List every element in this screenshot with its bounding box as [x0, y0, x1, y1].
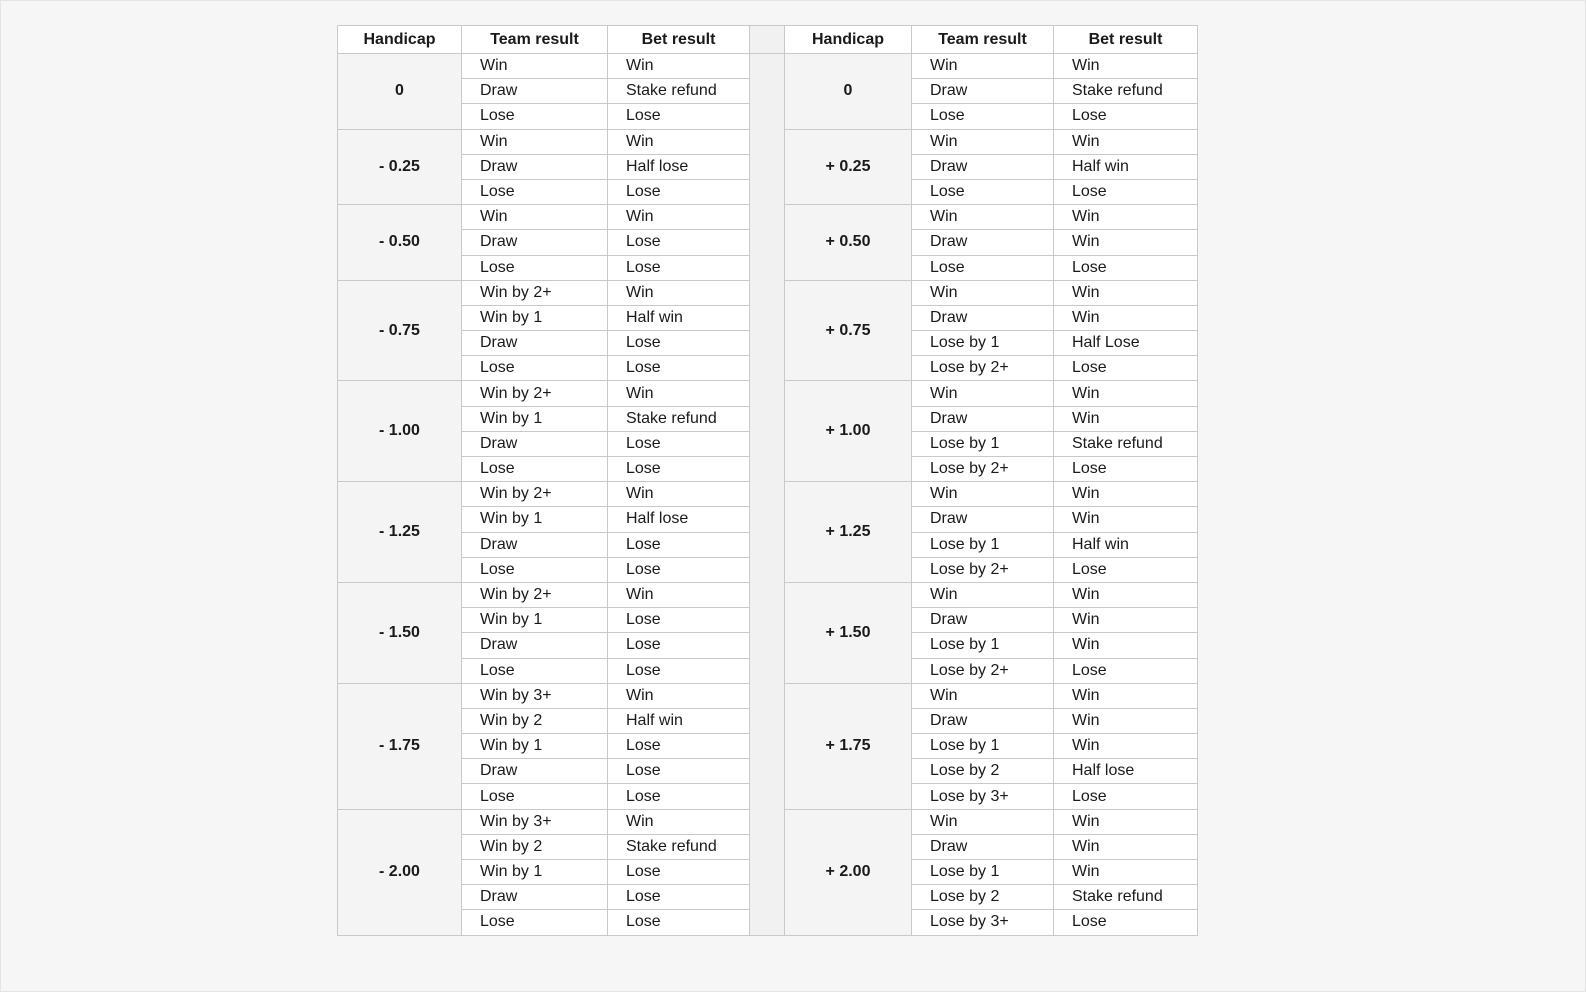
- team-result-right: Lose: [912, 179, 1054, 204]
- handicap-value-left: - 2.00: [338, 809, 462, 935]
- handicap-value-left: - 0.50: [338, 205, 462, 281]
- header-handicap-left: Handicap: [338, 26, 462, 54]
- bet-result-left: Lose: [608, 885, 750, 910]
- bet-result-right: Stake refund: [1054, 431, 1198, 456]
- bet-result-left: Lose: [608, 734, 750, 759]
- team-result-left: Win by 1: [462, 734, 608, 759]
- bet-result-left: Lose: [608, 860, 750, 885]
- team-result-left: Draw: [462, 331, 608, 356]
- team-result-left: Win by 1: [462, 860, 608, 885]
- bet-result-right: Lose: [1054, 557, 1198, 582]
- team-result-left: Draw: [462, 759, 608, 784]
- bet-result-left: Win: [608, 582, 750, 607]
- handicap-value-right: + 1.25: [785, 482, 912, 583]
- team-result-left: Win by 1: [462, 507, 608, 532]
- bet-result-right: Stake refund: [1054, 79, 1198, 104]
- handicap-value-right: + 1.00: [785, 381, 912, 482]
- team-result-left: Lose: [462, 104, 608, 129]
- bet-result-right: Win: [1054, 834, 1198, 859]
- team-result-left: Lose: [462, 658, 608, 683]
- team-result-right: Draw: [912, 507, 1054, 532]
- team-result-left: Draw: [462, 431, 608, 456]
- handicap-value-right: + 1.75: [785, 683, 912, 809]
- bet-result-right: Lose: [1054, 356, 1198, 381]
- bet-result-right: Lose: [1054, 179, 1198, 204]
- team-result-left: Win by 2: [462, 708, 608, 733]
- team-result-right: Lose by 3+: [912, 784, 1054, 809]
- team-result-left: Draw: [462, 633, 608, 658]
- team-result-right: Win: [912, 205, 1054, 230]
- team-result-left: Win by 3+: [462, 809, 608, 834]
- bet-result-right: Lose: [1054, 910, 1198, 935]
- bet-result-right: Lose: [1054, 784, 1198, 809]
- team-result-right: Draw: [912, 154, 1054, 179]
- team-result-right: Lose by 2: [912, 759, 1054, 784]
- team-result-right: Draw: [912, 608, 1054, 633]
- team-result-left: Win by 3+: [462, 683, 608, 708]
- bet-result-right: Win: [1054, 129, 1198, 154]
- team-result-right: Lose by 1: [912, 532, 1054, 557]
- bet-result-right: Win: [1054, 608, 1198, 633]
- handicap-value-right: + 1.50: [785, 582, 912, 683]
- handicap-table: [337, 25, 1198, 936]
- team-result-right: Lose by 2+: [912, 658, 1054, 683]
- bet-result-right: Half Lose: [1054, 331, 1198, 356]
- table-body: [338, 54, 1198, 936]
- team-result-left: Lose: [462, 356, 608, 381]
- bet-result-left: Win: [608, 381, 750, 406]
- team-result-left: Win by 2: [462, 834, 608, 859]
- team-result-right: Lose by 3+: [912, 910, 1054, 935]
- team-result-left: Draw: [462, 532, 608, 557]
- team-result-right: Draw: [912, 79, 1054, 104]
- team-result-left: Lose: [462, 910, 608, 935]
- handicap-value-right: + 0.25: [785, 129, 912, 205]
- team-result-left: Win: [462, 54, 608, 79]
- bet-result-left: Win: [608, 683, 750, 708]
- team-result-left: Lose: [462, 179, 608, 204]
- team-result-right: Lose by 1: [912, 860, 1054, 885]
- handicap-value-left: - 0.75: [338, 280, 462, 381]
- bet-result-left: Stake refund: [608, 79, 750, 104]
- bet-result-right: Win: [1054, 507, 1198, 532]
- bet-result-left: Lose: [608, 457, 750, 482]
- team-result-left: Draw: [462, 79, 608, 104]
- bet-result-left: Lose: [608, 633, 750, 658]
- bet-result-left: Lose: [608, 658, 750, 683]
- table-row: [338, 54, 1198, 79]
- bet-result-left: Lose: [608, 331, 750, 356]
- bet-result-left: Win: [608, 482, 750, 507]
- bet-result-left: Lose: [608, 532, 750, 557]
- team-result-left: Win by 2+: [462, 582, 608, 607]
- bet-result-right: Win: [1054, 482, 1198, 507]
- bet-result-left: Lose: [608, 557, 750, 582]
- team-result-right: Lose by 2+: [912, 356, 1054, 381]
- header-team-result-left: Team result: [462, 26, 608, 54]
- bet-result-right: Win: [1054, 683, 1198, 708]
- bet-result-right: Half win: [1054, 154, 1198, 179]
- bet-result-right: Half lose: [1054, 759, 1198, 784]
- bet-result-left: Half lose: [608, 507, 750, 532]
- team-result-right: Lose by 1: [912, 633, 1054, 658]
- team-result-right: Lose: [912, 104, 1054, 129]
- team-result-left: Win by 1: [462, 406, 608, 431]
- bet-result-left: Win: [608, 129, 750, 154]
- bet-result-right: Win: [1054, 280, 1198, 305]
- handicap-value-right: + 0.75: [785, 280, 912, 381]
- handicap-value-right: 0: [785, 54, 912, 130]
- team-result-left: Win by 2+: [462, 381, 608, 406]
- team-result-left: Win by 1: [462, 608, 608, 633]
- bet-result-right: Win: [1054, 54, 1198, 79]
- handicap-value-left: - 0.25: [338, 129, 462, 205]
- header-row: [338, 26, 1198, 54]
- bet-result-right: Win: [1054, 708, 1198, 733]
- team-result-left: Lose: [462, 255, 608, 280]
- header-team-result-right: Team result: [912, 26, 1054, 54]
- bet-result-left: Stake refund: [608, 834, 750, 859]
- bet-result-left: Half win: [608, 708, 750, 733]
- team-result-right: Draw: [912, 305, 1054, 330]
- team-result-left: Lose: [462, 457, 608, 482]
- team-result-left: Win: [462, 205, 608, 230]
- team-result-right: Draw: [912, 834, 1054, 859]
- bet-result-left: Half lose: [608, 154, 750, 179]
- bet-result-right: Win: [1054, 205, 1198, 230]
- team-result-right: Win: [912, 809, 1054, 834]
- bet-result-left: Win: [608, 280, 750, 305]
- team-result-right: Lose by 1: [912, 734, 1054, 759]
- handicap-value-left: - 1.25: [338, 482, 462, 583]
- team-result-left: Lose: [462, 784, 608, 809]
- team-result-left: Win: [462, 129, 608, 154]
- bet-result-left: Lose: [608, 431, 750, 456]
- bet-result-left: Lose: [608, 104, 750, 129]
- bet-result-left: Lose: [608, 230, 750, 255]
- team-result-right: Lose: [912, 255, 1054, 280]
- handicap-value-left: - 1.00: [338, 381, 462, 482]
- bet-result-right: Win: [1054, 406, 1198, 431]
- bet-result-left: Lose: [608, 759, 750, 784]
- team-result-right: Win: [912, 683, 1054, 708]
- handicap-value-left: - 1.50: [338, 582, 462, 683]
- team-result-left: Draw: [462, 230, 608, 255]
- handicap-value-right: + 0.50: [785, 205, 912, 281]
- bet-result-right: Win: [1054, 809, 1198, 834]
- team-result-right: Draw: [912, 230, 1054, 255]
- bet-result-right: Lose: [1054, 104, 1198, 129]
- bet-result-right: Win: [1054, 860, 1198, 885]
- bet-result-left: Lose: [608, 608, 750, 633]
- team-result-left: Win by 1: [462, 305, 608, 330]
- team-result-right: Win: [912, 482, 1054, 507]
- bet-result-left: Win: [608, 54, 750, 79]
- bet-result-right: Lose: [1054, 457, 1198, 482]
- team-result-right: Lose by 2: [912, 885, 1054, 910]
- team-result-left: Lose: [462, 557, 608, 582]
- column-gap: [750, 54, 785, 936]
- bet-result-left: Half win: [608, 305, 750, 330]
- team-result-right: Draw: [912, 708, 1054, 733]
- team-result-left: Win by 2+: [462, 280, 608, 305]
- bet-result-left: Lose: [608, 255, 750, 280]
- team-result-right: Win: [912, 582, 1054, 607]
- team-result-right: Lose by 2+: [912, 557, 1054, 582]
- handicap-value-right: + 2.00: [785, 809, 912, 935]
- team-result-right: Win: [912, 280, 1054, 305]
- bet-result-right: Lose: [1054, 658, 1198, 683]
- bet-result-left: Win: [608, 205, 750, 230]
- bet-result-right: Win: [1054, 381, 1198, 406]
- team-result-left: Draw: [462, 154, 608, 179]
- bet-result-right: Lose: [1054, 255, 1198, 280]
- header-handicap-right: Handicap: [785, 26, 912, 54]
- team-result-right: Win: [912, 129, 1054, 154]
- bet-result-left: Lose: [608, 910, 750, 935]
- bet-result-right: Win: [1054, 230, 1198, 255]
- bet-result-left: Lose: [608, 356, 750, 381]
- bet-result-right: Stake refund: [1054, 885, 1198, 910]
- bet-result-left: Lose: [608, 179, 750, 204]
- bet-result-right: Win: [1054, 305, 1198, 330]
- header-bet-result-left: Bet result: [608, 26, 750, 54]
- bet-result-left: Win: [608, 809, 750, 834]
- team-result-left: Draw: [462, 885, 608, 910]
- handicap-table-wrap: [337, 25, 1198, 936]
- bet-result-right: Win: [1054, 633, 1198, 658]
- team-result-left: Win by 2+: [462, 482, 608, 507]
- team-result-right: Lose by 2+: [912, 457, 1054, 482]
- bet-result-right: Win: [1054, 734, 1198, 759]
- team-result-right: Lose by 1: [912, 331, 1054, 356]
- bet-result-left: Lose: [608, 784, 750, 809]
- header-bet-result-right: Bet result: [1054, 26, 1198, 54]
- team-result-right: Win: [912, 381, 1054, 406]
- handicap-value-left: - 1.75: [338, 683, 462, 809]
- header-gap: [750, 26, 785, 54]
- team-result-right: Win: [912, 54, 1054, 79]
- bet-result-right: Win: [1054, 582, 1198, 607]
- bet-result-left: Stake refund: [608, 406, 750, 431]
- bet-result-right: Half win: [1054, 532, 1198, 557]
- handicap-value-left: 0: [338, 54, 462, 130]
- team-result-right: Draw: [912, 406, 1054, 431]
- team-result-right: Lose by 1: [912, 431, 1054, 456]
